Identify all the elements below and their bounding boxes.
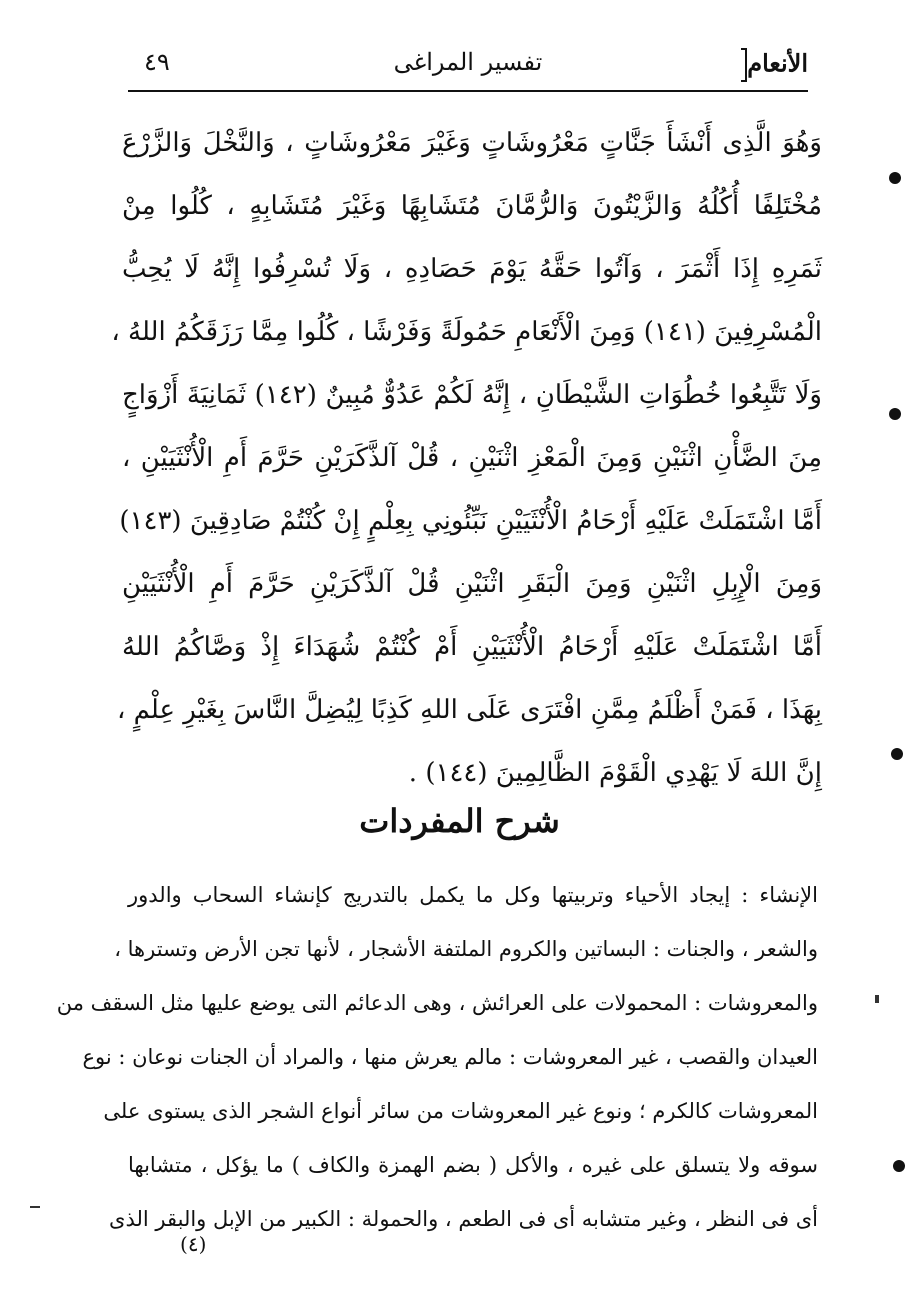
verse-line: أَمَّا اشْتَمَلَتْ عَلَيْهِ أَرْحَامُ الْأُنْثَيَيْنِ أَمْ كُنْتُمْ شُهَدَاءَ إِذْ وَصَّاكُمُ اللهُ xyxy=(122,632,822,662)
verse-line-last: إِنَّ اللهَ لَا يَهْدِي الْقَوْمَ الظَّالِمِينَ (١٤٤) . xyxy=(408,758,822,788)
glossary-block xyxy=(56,868,818,1246)
verse-line: مِنَ الضَّأْنِ اثْنَيْنِ وَمِنَ الْمَعْزِ اثْنَيْنِ ، قُلْ آلذَّكَرَيْنِ حَرَّمَ أَمِ الْأُنْثَيَيْنِ ، xyxy=(122,443,822,473)
margin-dash xyxy=(875,995,879,1003)
glossary-line: أى فى النظر ، وغير متشابه أى فى الطعم ، والحمولة : الكبير من الإبل والبقر الذى xyxy=(109,1207,818,1231)
glossary-line: العيدان والقصب ، غير المعروشات : مالم يعرش منها ، والمراد أن الجنات نوعان : نوع xyxy=(82,1045,818,1069)
margin-mark xyxy=(889,408,901,420)
verse-line: الْمُسْرِفِينَ (١٤١) وَمِنَ الْأَنْعَامِ حَمُولَةً وَفَرْشًا ، كُلُوا مِمَّا رَزَقَكُمُ اللهُ ، xyxy=(111,317,822,347)
margin-mark xyxy=(891,748,903,760)
verse-line: مُخْتَلِفًا أُكُلُهُ وَالزَّيْتُونَ وَالرُّمَّانَ مُتَشَابِهًا وَغَيْرَ مُتَشَابِهٍ ، كُلُوا مِنْ xyxy=(122,191,822,221)
verse-line: بِهَذَا ، فَمَنْ أَظْلَمُ مِمَّنِ افْتَرَى عَلَى اللهِ كَذِبًا لِيُضِلَّ النَّاسَ بِغَيْرِ عِلْمٍ ، xyxy=(116,695,822,725)
section-title: شرح المفردات xyxy=(359,802,560,840)
glossary-line: الإنشاء : إيجاد الأحياء وتربيتها وكل ما يكمل بالتدريج كإنشاء السحاب والدور xyxy=(128,883,818,907)
book-title: تفسير المراغى xyxy=(393,48,543,76)
glossary-line: والمعروشات : المحمولات على العرائش ، وهى الدعائم التى يوضع عليها مثل السقف من xyxy=(56,991,818,1015)
glossary-line: والشعر ، والجنات : البساتين والكروم الملتفة الأشجار ، لأنها تجن الأرض وتسترها ، xyxy=(114,937,818,961)
surah-name-text: الأنعام xyxy=(747,48,808,78)
glossary-line: سوقه ولا يتسلق على غيره ، والأكل ( بضم الهمزة والكاف ) ما يؤكل ، متشابها xyxy=(128,1153,818,1177)
verse-line: وَهُوَ الَّذِى أَنْشَأَ جَنَّاتٍ مَعْرُوشَاتٍ وَغَيْرَ مَعْرُوشَاتٍ ، وَالنَّخْلَ وَالزَّرْعَ xyxy=(122,128,822,158)
verse-line: ثَمَرِهِ إِذَا أَثْمَرَ ، وَآتُوا حَقَّهُ يَوْمَ حَصَادِهِ ، وَلَا تُسْرِفُوا إِنَّهُ لَا يُحِبُّ xyxy=(122,254,822,284)
glossary-line: المعروشات كالكرم ؛ ونوع غير المعروشات من سائر أنواع الشجر الذى يستوى على xyxy=(103,1099,818,1123)
margin-dash xyxy=(30,1206,40,1208)
verse-block xyxy=(111,112,822,805)
margin-mark xyxy=(893,1160,905,1172)
verse-line: وَلَا تَتَّبِعُوا خُطُوَاتِ الشَّيْطَانِ ، إِنَّهُ لَكُمْ عَدُوٌّ مُبِينٌ (١٤٢) ثَمَانِيَةَ أَزْوَاجٍ xyxy=(122,380,822,410)
page-number: ٤٩ xyxy=(144,48,170,76)
verse-line: وَمِنَ الْإِبِلِ اثْنَيْنِ وَمِنَ الْبَقَرِ اثْنَيْنِ قُلْ آلذَّكَرَيْنِ حَرَّمَ أَمِ الْأُنْثَيَيْنِ xyxy=(122,569,822,599)
page-header xyxy=(128,40,808,92)
verse-line: أَمَّا اشْتَمَلَتْ عَلَيْهِ أَرْحَامُ الْأُنْثَيَيْنِ نَبِّئُونِي بِعِلْمٍ إِنْ كُنْتُمْ صَادِقِينَ (١٤٣) xyxy=(119,506,822,536)
margin-mark xyxy=(889,172,901,184)
signature-number: (٤) xyxy=(180,1232,207,1256)
